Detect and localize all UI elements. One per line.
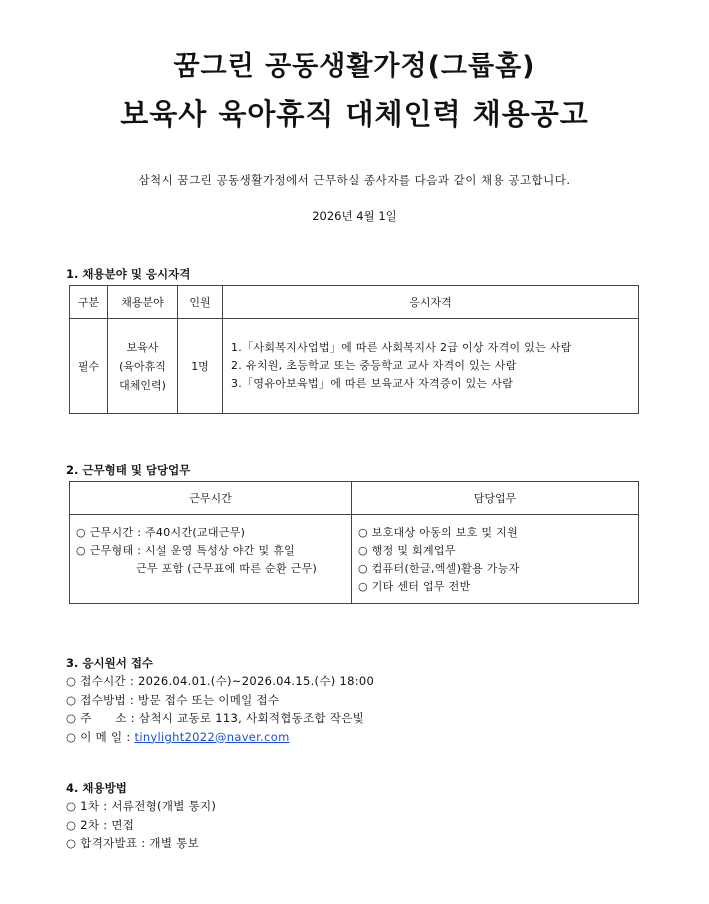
method-list <box>66 797 216 853</box>
list-item <box>66 728 374 747</box>
header-category: 구분 <box>70 286 108 319</box>
duty-item: ○ 보호대상 아동의 보호 및 지원 <box>358 526 518 539</box>
work-table <box>69 481 639 604</box>
hours-item: ○ 근무시간 : 주40시간(교대근무) <box>76 526 246 539</box>
field-line: (육아휴직 <box>119 359 166 373</box>
cell-field <box>108 319 178 414</box>
qualification-item: 1.「사회복지사업법」에 따른 사회복지사 2급 이상 자격이 있는 사람 <box>231 341 572 354</box>
announcement-date: 2026년 4월 1일 <box>312 209 397 223</box>
duty-item: ○ 기타 센터 업무 전반 <box>358 580 471 593</box>
title-line2: 보육사 육아휴직 대체인력 채용공고 <box>120 97 589 131</box>
qualification-table <box>69 285 639 414</box>
table-row <box>70 515 639 604</box>
cell-count: 1명 <box>178 319 223 414</box>
section4-heading: 4. 채용방법 <box>66 781 127 795</box>
list-item: ○ 접수시간 : 2026.04.01.(수)~2026.04.15.(수) 18:00 <box>66 674 375 688</box>
work-table-header <box>70 482 639 515</box>
qualification-item: 2. 유치원, 초등학교 또는 중등학교 교사 자격이 있는 사람 <box>231 359 517 372</box>
header-duties: 담당업무 <box>352 482 639 515</box>
list-item: ○ 합격자발표 : 개별 통보 <box>66 836 200 850</box>
qualification-item: 3.「영유아보육법」에 따른 보육교사 자격증이 있는 사람 <box>231 377 514 390</box>
cell-duties <box>352 515 639 604</box>
cell-hours <box>70 515 352 604</box>
email-label: ○ 이 메 일 : <box>66 729 135 744</box>
header-count: 인원 <box>178 286 223 319</box>
qualification-table-header <box>70 286 639 319</box>
field-line: 대체인력) <box>119 378 166 392</box>
section1-heading: 1. 채용분야 및 응시자격 <box>66 267 191 281</box>
list-item: ○ 2차 : 면접 <box>66 817 135 832</box>
duty-item: ○ 컴퓨터(한글,엑셀)활용 가능자 <box>358 562 520 575</box>
list-item: ○ 1차 : 서류전형(개별 통지) <box>66 799 217 813</box>
table-row <box>70 319 639 414</box>
cell-qualification <box>223 319 639 414</box>
section3-heading: 3. 응시원서 접수 <box>66 656 154 670</box>
header-field: 채용분야 <box>108 286 178 319</box>
list-item: ○ 주 소 : 삼척시 교동로 113, 사회적협동조합 작은빛 <box>66 711 365 725</box>
cell-category: 필수 <box>70 319 108 414</box>
email-link[interactable]: tinylight2022@naver.com <box>134 729 290 744</box>
list-item: ○ 접수방법 : 방문 접수 또는 이메일 접수 <box>66 692 280 707</box>
field-line: 보육사 <box>126 340 159 354</box>
application-list <box>66 672 374 746</box>
section2-heading: 2. 근무형태 및 담당업무 <box>66 463 191 477</box>
hours-item: 근무 포함 (근무표에 따른 순환 근무) <box>136 562 318 575</box>
title-line1: 꿈그린 공동생활가정(그룹홈) <box>173 51 536 82</box>
header-qualification: 응시자격 <box>223 286 639 319</box>
duty-item: ○ 행정 및 회계업무 <box>358 544 456 557</box>
header-hours: 근무시간 <box>70 482 352 515</box>
intro-text: 삼척시 꿈그린 공동생활가정에서 근무하실 종사자를 다음과 같이 채용 공고합니다. <box>138 173 571 187</box>
hours-item: ○ 근무형태 : 시설 운영 특성상 야간 및 휴일 <box>76 544 296 557</box>
